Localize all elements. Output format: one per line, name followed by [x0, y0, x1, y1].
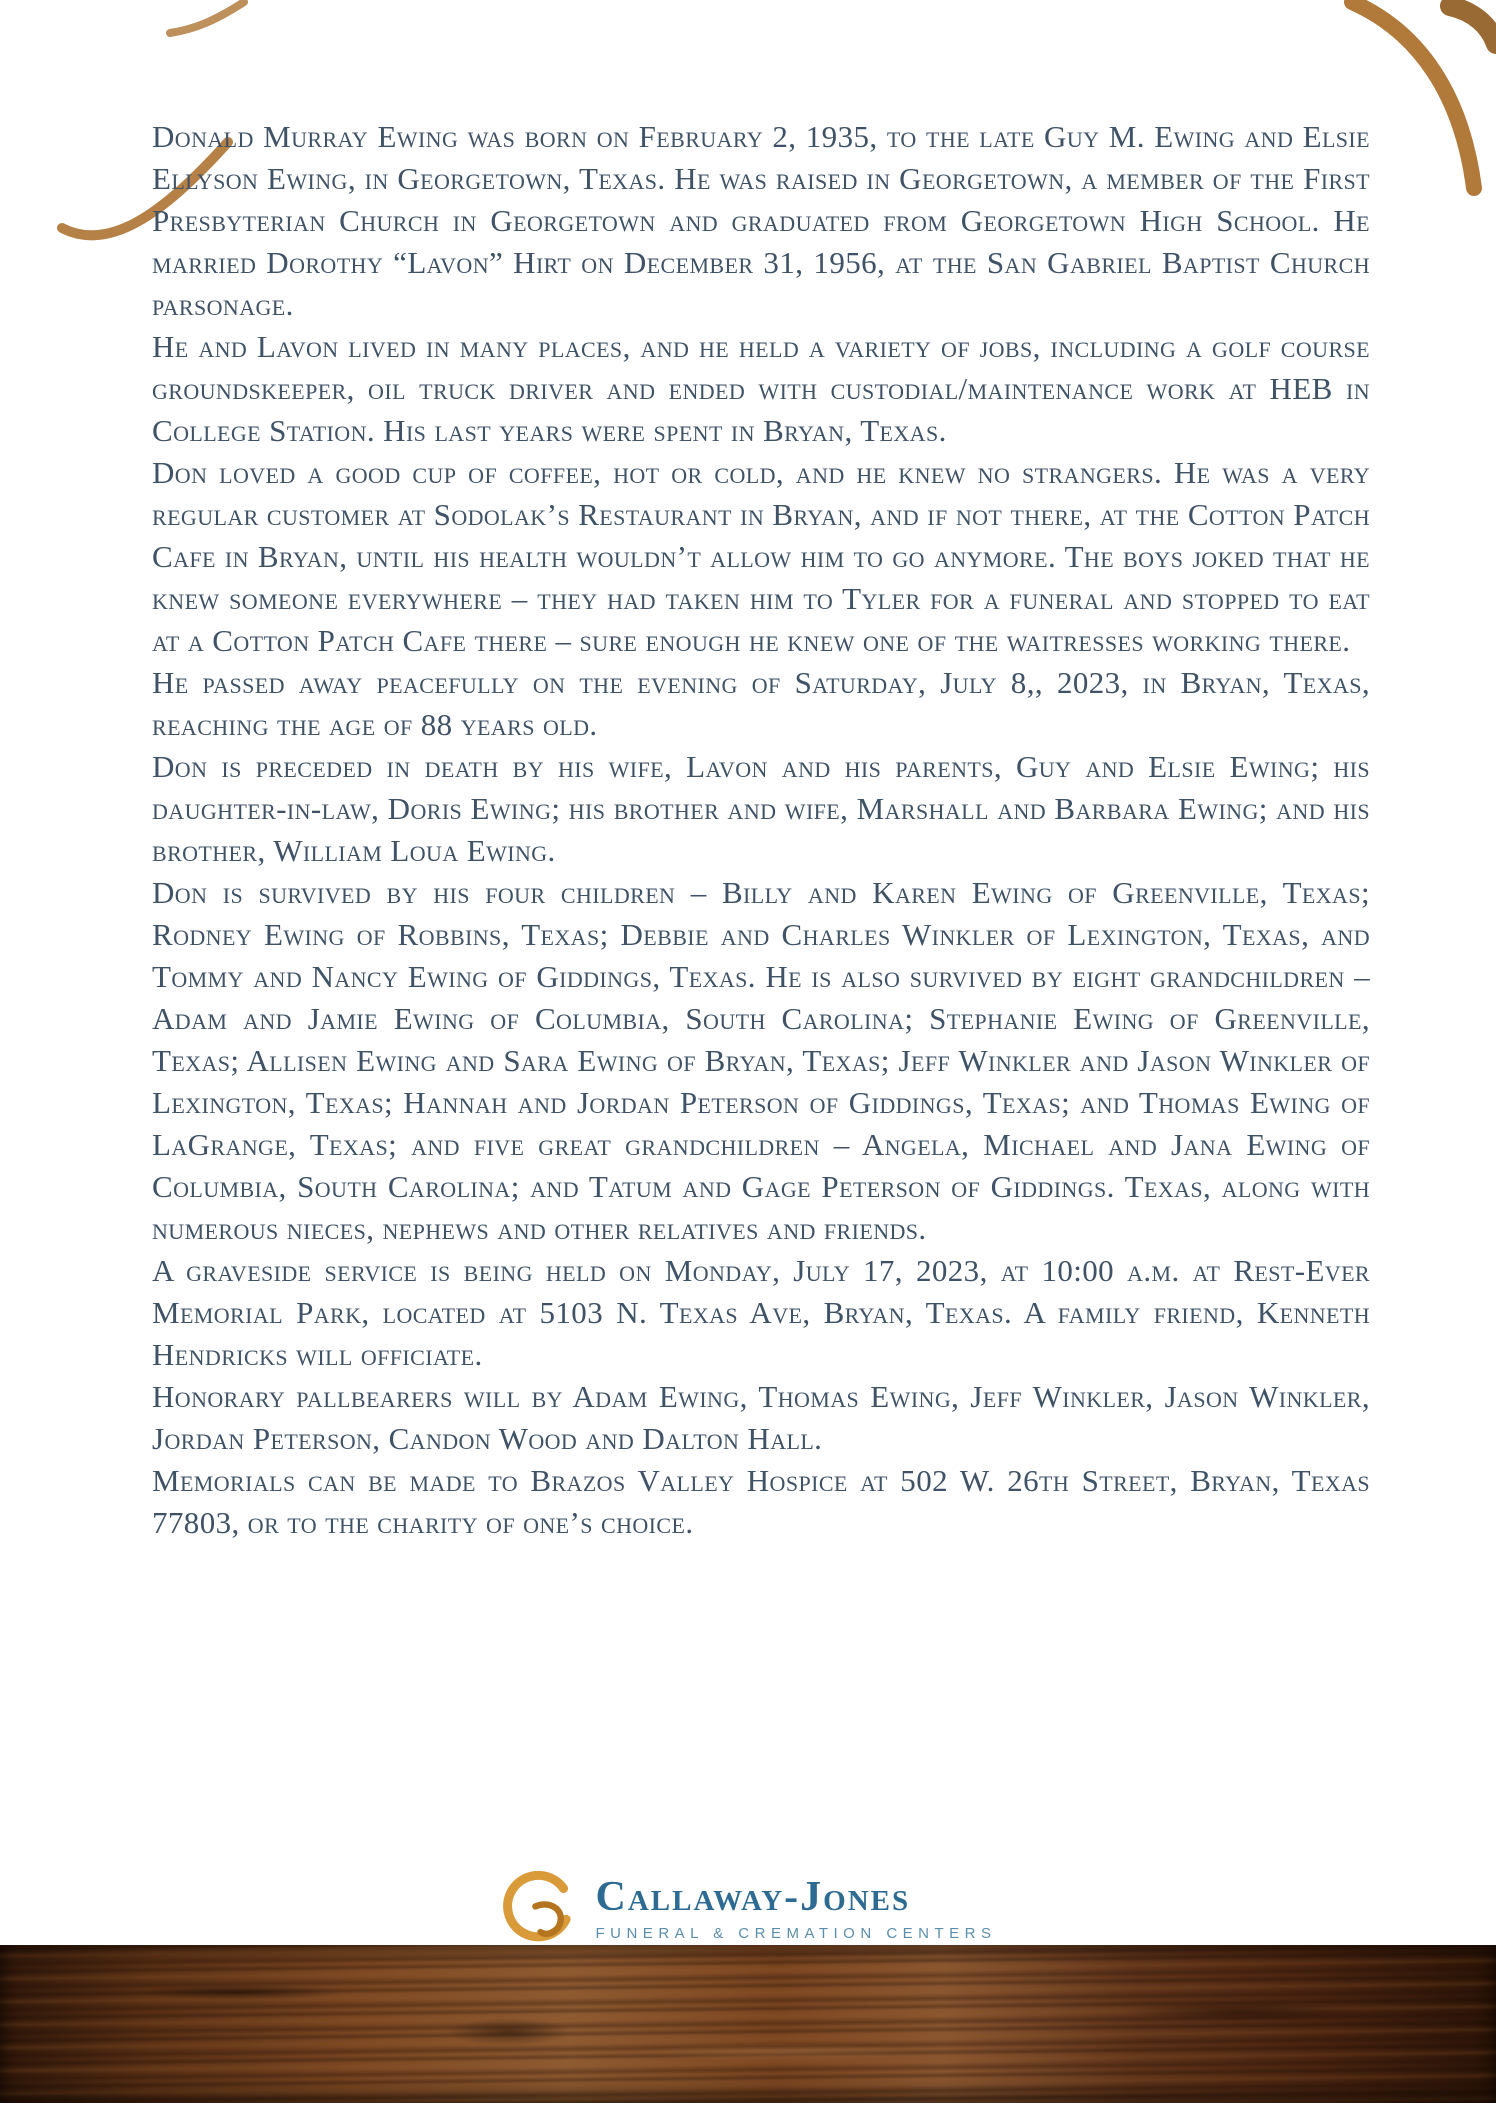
logo-subtitle: FUNERAL & CREMATION CENTERS: [595, 1925, 997, 1942]
obituary-paragraph: He passed away peacefully on the evening of Saturday, July 8,, 2023, in Bryan, Texas, reaching the age of 88 years old.: [152, 665, 1370, 742]
callaway-jones-swirl-icon: [499, 1868, 581, 1950]
brush-stroke-top-right-corner-icon: [1450, 6, 1496, 44]
obituary-paragraph: Donald Murray Ewing was born on February 2, 1935, to the late Guy M. Ewing and Elsie Ellyson Ewing, in Georgetown, Texas. He was raised in Georgetown, a member of the First Presbyterian Church in Georgetown and graduated from Georgetown High School. He married Dorothy “Lavon” Hirt on December 31, 1956, at the San Gabriel Baptist Church parsonage.: [152, 119, 1370, 322]
brush-stroke-top-left-tip-icon: [170, 2, 244, 33]
obituary-paragraph: Don is preceded in death by his wife, Lavon and his parents, Guy and Elsie Ewing; his daughter-in-law, Doris Ewing; his brother and wife, Marshall and Barbara Ewing; and his brother, William Loua Ewing.: [152, 749, 1370, 868]
logo-name: Callaway-Jones: [595, 1874, 911, 1920]
obituary-paragraph: Honorary pallbearers will by Adam Ewing, Thomas Ewing, Jeff Winkler, Jason Winkler, Jordan Peterson, Candon Wood and Dalton Hall.: [152, 1379, 1370, 1456]
logo-text: [595, 1876, 996, 1942]
obituary-paragraph: A graveside service is being held on Monday, July 17, 2023, at 10:00 a.m. at Rest-Ever Memorial Park, located at 5103 N. Texas Ave, Bryan, Texas. A family friend, Kenneth Hendricks will officiate.: [152, 1253, 1370, 1372]
funeral-home-logo: [499, 1868, 996, 1950]
brush-stroke-top-right-icon: [1352, 2, 1474, 188]
obituary-paragraph: Don is survived by his four children – Billy and Karen Ewing of Greenville, Texas; Rodney Ewing of Robbins, Texas; Debbie and Charles Winkler of Lexington, Texas, and Tommy and Nancy Ewing of Giddings, Texas. He is also survived by eight grandchildren – Adam and Jamie Ewing of Columbia, South Carolina; Stephanie Ewing of Greenville, Texas; Allisen Ewing and Sara Ewing of Bryan, Texas; Jeff Winkler and Jason Winkler of Lexington, Texas; Hannah and Jordan Peterson of Giddings, Texas; and Thomas Ewing of LaGrange, Texas; and five great grandchildren – Angela, Michael and Jana Ewing of Columbia, South Carolina; and Tatum and Gage Peterson of Giddings. Texas, along with numerous nieces, nephews and other relatives and friends.: [152, 875, 1370, 1246]
obituary-paragraph: Don loved a good cup of coffee, hot or cold, and he knew no strangers. He was a very regular customer at Sodolak’s Restaurant in Bryan, and if not there, at the Cotton Patch Cafe in Bryan, until his health wouldn’t allow him to go anymore. The boys joked that he knew someone everywhere – they had taken him to Tyler for a funeral and stopped to eat at a Cotton Patch Cafe there – sure enough he knew one of the waitresses working there.: [152, 455, 1370, 658]
wood-texture-footer: [0, 1945, 1496, 2103]
obituary-paragraph: Memorials can be made to Brazos Valley Hospice at 502 W. 26th Street, Bryan, Texas 77803, or to the charity of one’s choice.: [152, 1463, 1370, 1540]
obituary-text: [152, 116, 1370, 1544]
obituary-paragraph: He and Lavon lived in many places, and he held a variety of jobs, including a golf course groundskeeper, oil truck driver and ended with custodial/maintenance work at HEB in College Station. His last years were spent in Bryan, Texas.: [152, 329, 1370, 448]
